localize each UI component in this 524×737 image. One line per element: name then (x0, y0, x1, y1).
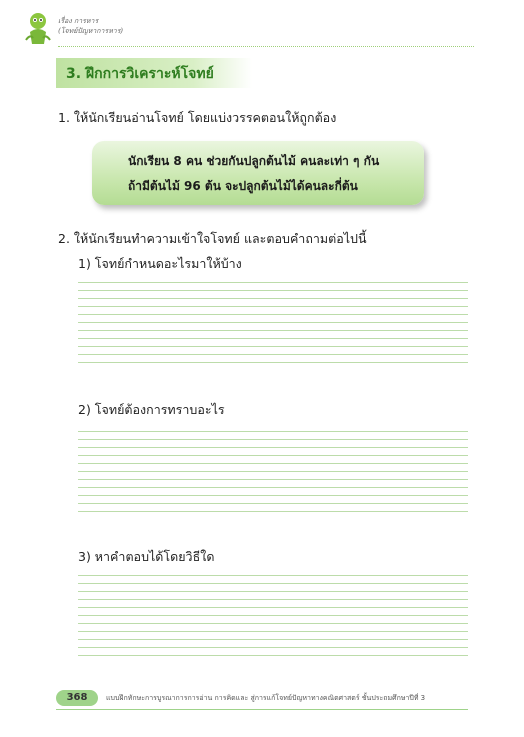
sub-question-1: 1) โจทย์กำหนดอะไรมาให้บ้าง (78, 256, 242, 271)
problem-box (92, 141, 424, 205)
page-number-badge (56, 690, 98, 706)
section-title: 3. ฝึกการวิเคราะห์โจทย์ (66, 66, 214, 82)
footer-book-title: แบบฝึกทักษะการบูรณาการการอ่าน การคิดและ สู่การแก้โจทย์ปัญหาทางคณิตศาสตร์ ชั้นประถมศึกษาปีที่ 3 (106, 694, 426, 702)
question-1: 1. ให้นักเรียนอ่านโจทย์ โดยแบ่งวรรคตอนให้ถูกต้อง (58, 110, 337, 125)
footer-divider (56, 709, 468, 710)
question-2: 2. ให้นักเรียนทำความเข้าใจโจทย์ และตอบคำถามต่อไปนี้ (58, 231, 367, 246)
answer-lines-3[interactable] (78, 575, 468, 663)
sub-question-2: 2) โจทย์ต้องการทราบอะไร (78, 402, 225, 417)
header-subtitle: (โจทย์ปัญหาการหาร) (58, 27, 124, 35)
page-number: 368 (66, 692, 88, 703)
header-text (58, 16, 123, 36)
green-mascot-icon (24, 10, 52, 48)
problem-line-2: ถ้ามีต้นไม้ 96 ต้น จะปลูกต้นไม้ได้คนละกี่ต้น (128, 179, 358, 193)
sub-question-3: 3) หาคำตอบได้โดยวิธีใด (78, 549, 215, 564)
answer-lines-2[interactable] (78, 431, 468, 519)
header-subject: เรื่อง การหาร (58, 17, 99, 25)
header-divider (58, 46, 474, 47)
problem-line-1: นักเรียน 8 คน ช่วยกันปลูกต้นไม้ คนละเท่า ๆ กัน (128, 154, 380, 168)
answer-lines-1[interactable] (78, 282, 468, 370)
page-header (24, 10, 474, 52)
section-title-banner (56, 58, 252, 88)
